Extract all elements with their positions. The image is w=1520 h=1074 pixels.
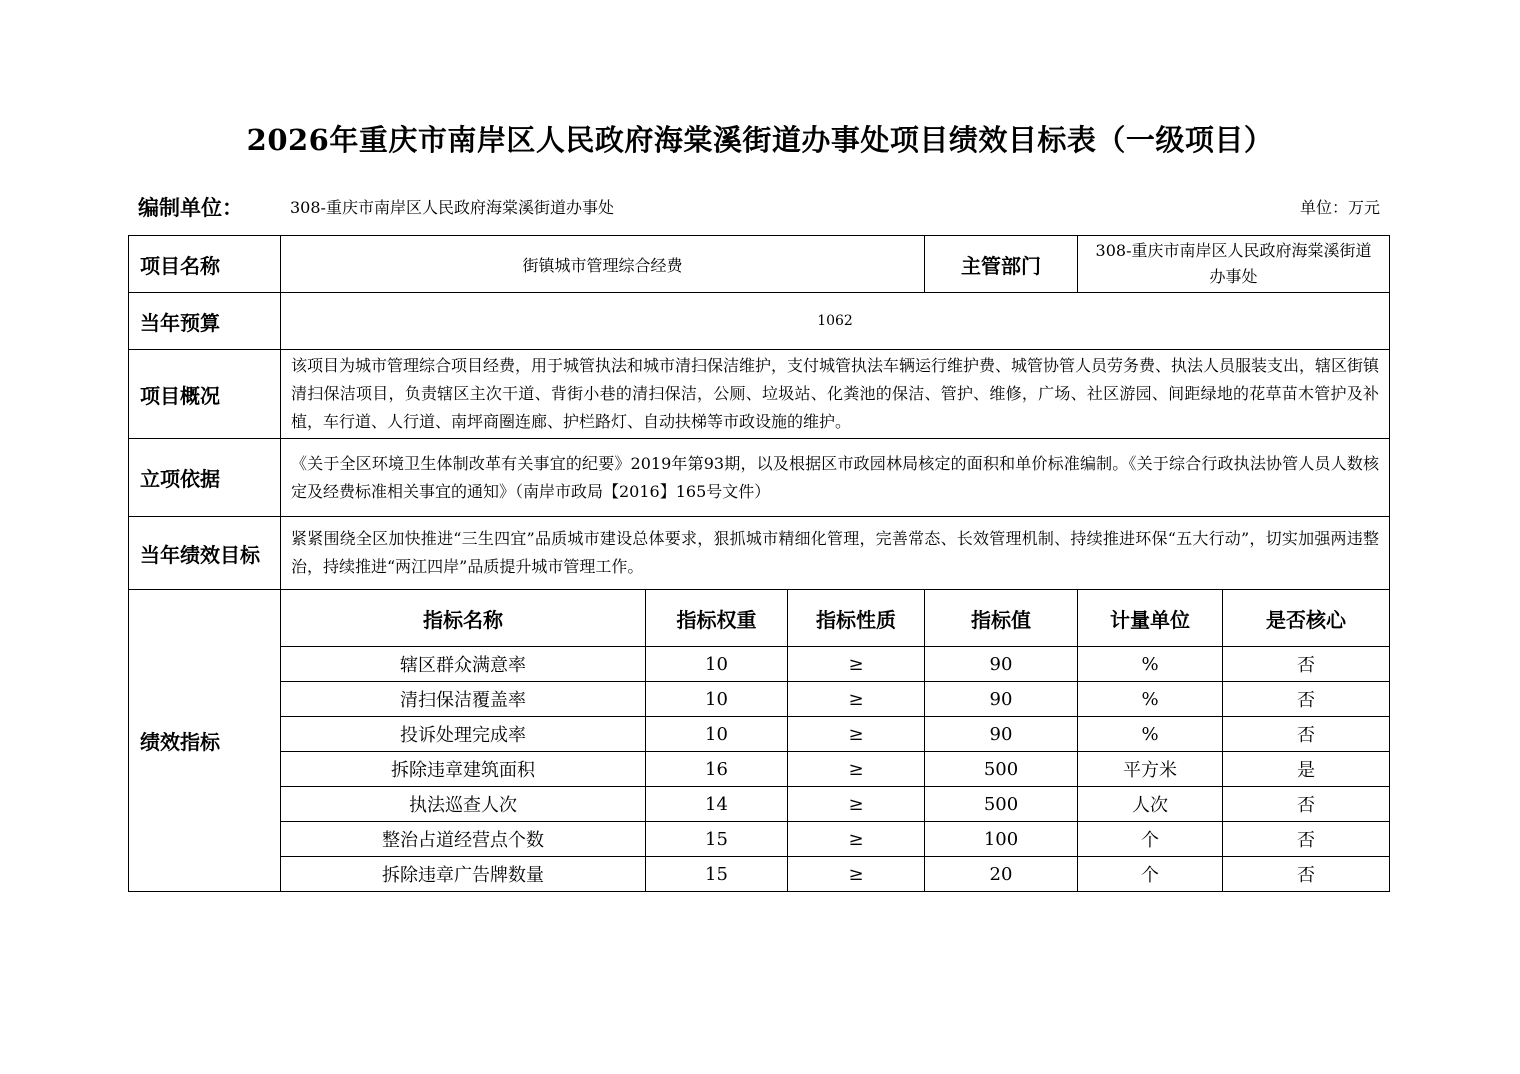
column-header: 指标名称 bbox=[281, 590, 646, 647]
indicator-name: 拆除违章建筑面积 bbox=[281, 752, 646, 787]
indicator-nature: ≥ bbox=[788, 682, 925, 717]
indicator-core: 否 bbox=[1223, 787, 1390, 822]
table-row bbox=[129, 682, 1390, 717]
indicator-nature: ≥ bbox=[788, 822, 925, 857]
table-row bbox=[129, 822, 1390, 857]
column-header: 计量单位 bbox=[1078, 590, 1223, 647]
indicator-header-row bbox=[129, 590, 1390, 647]
indicator-unit: % bbox=[1078, 647, 1223, 682]
indicator-core: 否 bbox=[1223, 857, 1390, 892]
indicator-nature: ≥ bbox=[788, 717, 925, 752]
table-row bbox=[129, 752, 1390, 787]
row-budget bbox=[129, 293, 1390, 350]
indicator-value: 90 bbox=[925, 647, 1078, 682]
indicator-weight: 16 bbox=[646, 752, 788, 787]
indicator-weight: 15 bbox=[646, 822, 788, 857]
indicators-label: 绩效指标 bbox=[129, 590, 281, 892]
indicator-unit: 个 bbox=[1078, 822, 1223, 857]
column-header: 指标性质 bbox=[788, 590, 925, 647]
performance-table bbox=[128, 235, 1390, 892]
indicator-core: 否 bbox=[1223, 822, 1390, 857]
overview-label: 项目概况 bbox=[129, 350, 281, 439]
indicator-value: 90 bbox=[925, 717, 1078, 752]
indicator-name: 整治占道经营点个数 bbox=[281, 822, 646, 857]
row-basis bbox=[129, 439, 1390, 517]
indicator-name: 执法巡查人次 bbox=[281, 787, 646, 822]
basis-value: 《关于全区环境卫生体制改革有关事宜的纪要》2019年第93期，以及根据区市政园林局核定的面积和单价标准编制。《关于综合行政执法协管人员人数核定及经费标准相关事宜的通知》（南岸市政局【2016】165号文件） bbox=[281, 439, 1390, 517]
indicator-weight: 10 bbox=[646, 647, 788, 682]
indicator-unit: % bbox=[1078, 717, 1223, 752]
indicator-value: 90 bbox=[925, 682, 1078, 717]
indicator-nature: ≥ bbox=[788, 787, 925, 822]
indicator-nature: ≥ bbox=[788, 647, 925, 682]
indicator-unit: % bbox=[1078, 682, 1223, 717]
indicator-core: 否 bbox=[1223, 647, 1390, 682]
org-label: 编制单位： bbox=[138, 195, 243, 220]
indicator-value: 100 bbox=[925, 822, 1078, 857]
indicator-nature: ≥ bbox=[788, 857, 925, 892]
org-value: 308-重庆市南岸区人民政府海棠溪街道办事处 bbox=[290, 198, 614, 217]
row-goal bbox=[129, 517, 1390, 590]
indicator-unit: 平方米 bbox=[1078, 752, 1223, 787]
indicator-value: 500 bbox=[925, 787, 1078, 822]
indicator-core: 否 bbox=[1223, 682, 1390, 717]
table-row bbox=[129, 717, 1390, 752]
page-title: 2026年重庆市南岸区人民政府海棠溪街道办事处项目绩效目标表（一级项目） bbox=[246, 123, 1274, 157]
budget-label: 当年预算 bbox=[129, 293, 281, 350]
indicator-name: 投诉处理完成率 bbox=[281, 717, 646, 752]
dept-label: 主管部门 bbox=[925, 236, 1078, 293]
budget-value: 1062 bbox=[281, 293, 1390, 350]
table-row bbox=[129, 857, 1390, 892]
goal-label: 当年绩效目标 bbox=[129, 517, 281, 590]
indicator-core: 否 bbox=[1223, 717, 1390, 752]
header-meta bbox=[138, 192, 1380, 222]
indicator-value: 500 bbox=[925, 752, 1078, 787]
indicator-unit: 个 bbox=[1078, 857, 1223, 892]
row-project-name bbox=[129, 236, 1390, 293]
indicator-name: 清扫保洁覆盖率 bbox=[281, 682, 646, 717]
indicator-core: 是 bbox=[1223, 752, 1390, 787]
table-row bbox=[129, 647, 1390, 682]
indicator-unit: 人次 bbox=[1078, 787, 1223, 822]
indicator-weight: 10 bbox=[646, 682, 788, 717]
overview-value: 该项目为城市管理综合项目经费，用于城管执法和城市清扫保洁维护，支付城管执法车辆运行维护费、城管协管人员劳务费、执法人员服装支出，辖区街镇清扫保洁项目，负责辖区主次干道、背街小巷的清扫保洁，公厕、垃圾站、化粪池的保洁、管护、维修，广场、社区游园、间距绿地的花草苗木管护及补植，车行道、人行道、南坪商圈连廊、护栏路灯、自动扶梯等市政设施的维护。 bbox=[281, 350, 1390, 439]
indicator-value: 20 bbox=[925, 857, 1078, 892]
basis-label: 立项依据 bbox=[129, 439, 281, 517]
indicator-weight: 15 bbox=[646, 857, 788, 892]
indicator-nature: ≥ bbox=[788, 752, 925, 787]
indicator-weight: 10 bbox=[646, 717, 788, 752]
indicator-name: 拆除违章广告牌数量 bbox=[281, 857, 646, 892]
indicator-weight: 14 bbox=[646, 787, 788, 822]
indicator-name: 辖区群众满意率 bbox=[281, 647, 646, 682]
dept-value: 308-重庆市南岸区人民政府海棠溪街道办事处 bbox=[1078, 236, 1390, 293]
unit-label: 单位：万元 bbox=[1299, 198, 1380, 217]
row-overview bbox=[129, 350, 1390, 439]
goal-value: 紧紧围绕全区加快推进“三生四宜”品质城市建设总体要求，狠抓城市精细化管理，完善常态、长效管理机制、持续推进环保“五大行动”，切实加强两违整治，持续推进“两江四岸”品质提升城市管理工作。 bbox=[281, 517, 1390, 590]
column-header: 指标权重 bbox=[646, 590, 788, 647]
table-row bbox=[129, 787, 1390, 822]
column-header: 指标值 bbox=[925, 590, 1078, 647]
project-name-label: 项目名称 bbox=[129, 236, 281, 293]
column-header: 是否核心 bbox=[1223, 590, 1390, 647]
project-name-value: 街镇城市管理综合经费 bbox=[281, 236, 925, 293]
